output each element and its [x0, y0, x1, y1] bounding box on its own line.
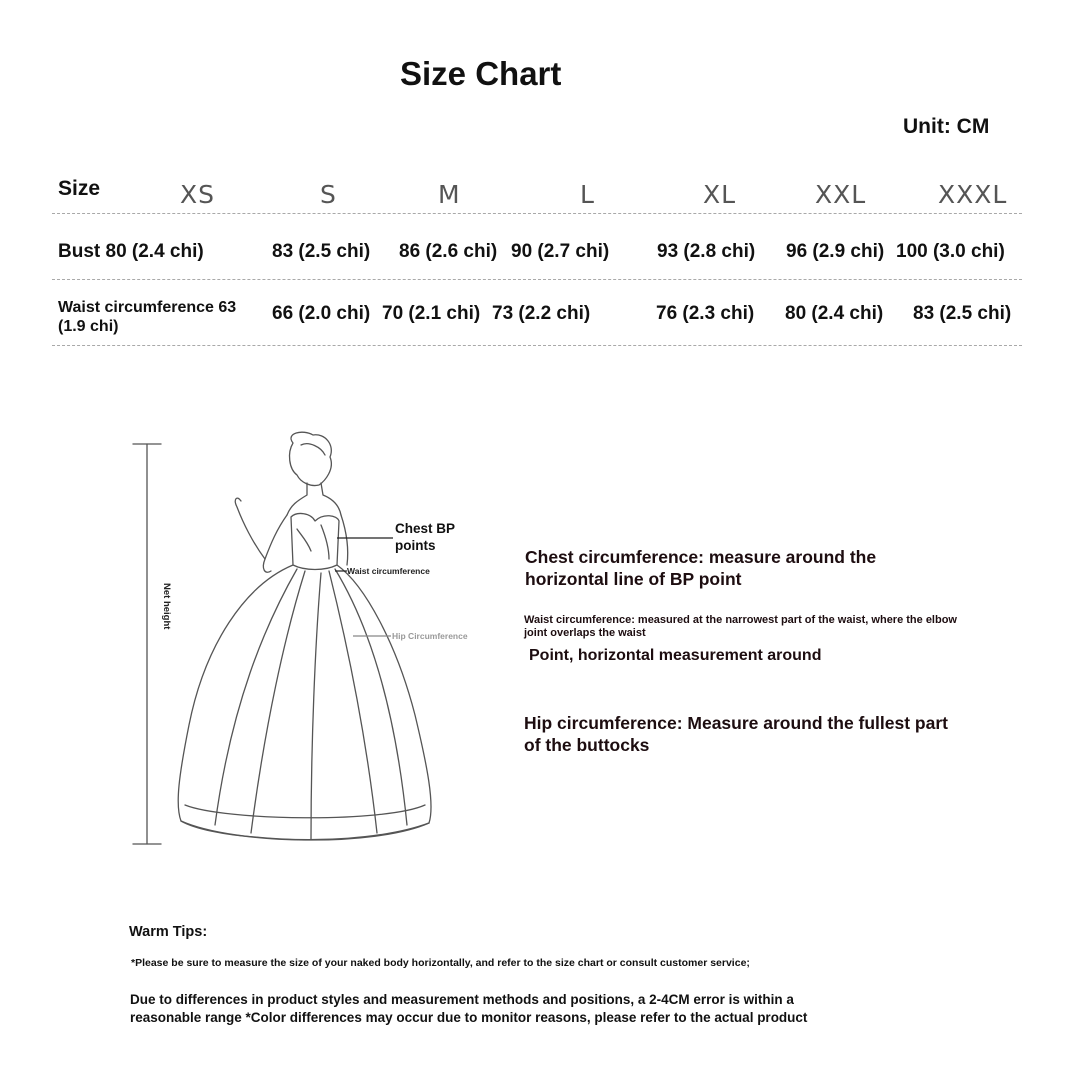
warm-tips-note [130, 991, 807, 1027]
table-divider [52, 345, 1022, 346]
waist-cell-xxxl: 83 (2.5 chi) [913, 303, 1012, 324]
size-header-xxl: XXL [815, 180, 867, 209]
waist-cell-xxl: 80 (2.4 chi) [785, 303, 884, 324]
waist-description [524, 614, 957, 640]
chest-description-line2: horizontal line of BP point [525, 569, 742, 589]
chest-bp-label-line1: Chest BP [395, 521, 456, 536]
waist-cell-m: 70 (2.1 chi) [382, 303, 481, 324]
size-header-xs: XS [180, 180, 215, 209]
hip-description-line2: of the buttocks [524, 735, 650, 755]
hip-description [524, 712, 948, 756]
chest-description [525, 546, 876, 590]
chest-bp-label-line2: points [395, 538, 436, 553]
waist-cell-l: 73 (2.2 chi) [492, 303, 591, 324]
size-header-label: Size [58, 177, 101, 200]
warm-tips-note-line1: Due to differences in product styles and measurement methods and positions, a 2-4CM error is within a [130, 992, 794, 1007]
net-height-label: Net height [161, 583, 172, 630]
waist-cell-xs [58, 298, 236, 336]
warm-tips-note-line2: reasonable range *Color differences may occur due to monitor reasons, please refer to the actual product [130, 1010, 808, 1025]
bust-cell-s: 83 (2.5 chi) [272, 241, 371, 262]
table-divider [52, 213, 1022, 214]
bust-cell-m: 86 (2.6 chi) [399, 241, 498, 262]
size-header-m: M [438, 180, 461, 209]
waist-cell-s: 66 (2.0 chi) [272, 303, 371, 324]
table-divider [52, 279, 1022, 280]
size-header-s: S [320, 180, 337, 209]
size-header-l: L [580, 180, 595, 209]
waist-cell-xs-line2: (1.9 chi) [58, 318, 119, 335]
chest-description-line1: Chest circumference: measure around the [525, 547, 877, 567]
hip-description-line1: Hip circumference: Measure around the fullest part [524, 713, 948, 733]
bust-cell-xxl: 96 (2.9 chi) [786, 241, 885, 262]
bust-cell-xxxl: 100 (3.0 chi) [896, 241, 1005, 262]
waist-description-line2: joint overlaps the waist [524, 627, 646, 639]
bust-cell-xs: Bust 80 (2.4 chi) [58, 241, 204, 262]
size-header-xl: XL [703, 180, 737, 209]
waist-description-line1: Waist circumference: measured at the narrowest part of the waist, where the elbow [524, 614, 957, 626]
bust-cell-l: 90 (2.7 chi) [511, 241, 610, 262]
waist-cell-xl: 76 (2.3 chi) [656, 303, 755, 324]
waist-description-line3: Point, horizontal measurement around [529, 647, 822, 664]
bust-cell-xl: 93 (2.8 chi) [657, 241, 756, 262]
waist-cell-xs-line1: Waist circumference 63 [58, 299, 237, 316]
warm-tips-line1: *Please be sure to measure the size of your naked body horizontally, and refer to the size chart or consult customer service; [131, 957, 750, 969]
dress-figure-illustration [125, 425, 495, 865]
page-title: Size Chart [400, 55, 562, 92]
warm-tips-title: Warm Tips: [129, 924, 208, 940]
waist-circumference-label: Waist circumference [347, 566, 430, 576]
unit-label: Unit: CM [903, 115, 990, 138]
size-header-xxxl: XXXL [938, 180, 1008, 209]
hip-circumference-label: Hip Circumference [392, 631, 468, 641]
